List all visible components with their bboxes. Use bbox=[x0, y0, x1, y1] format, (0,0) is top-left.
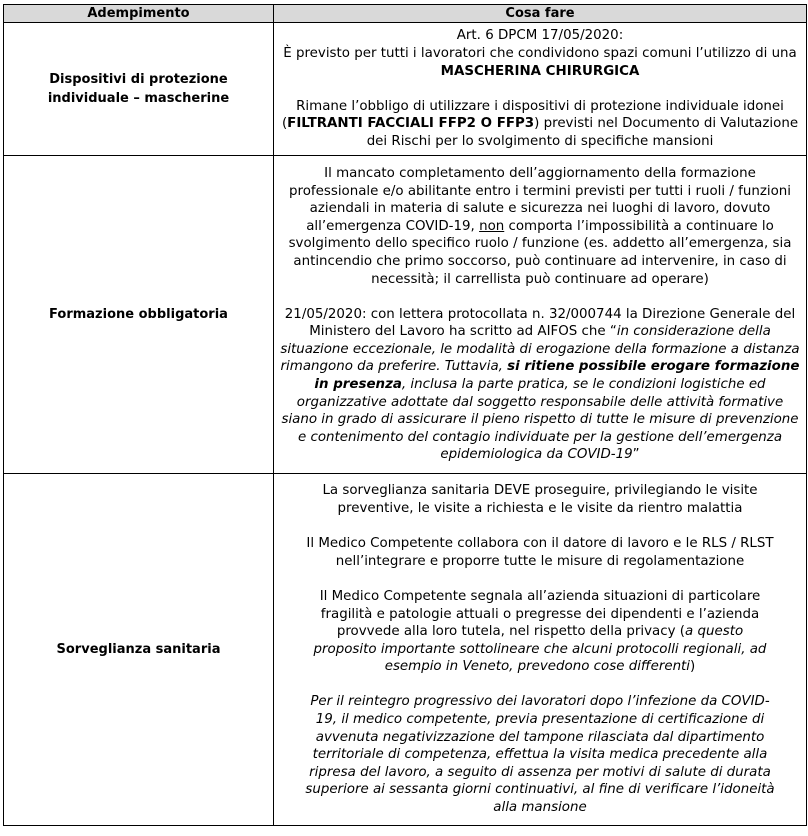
paragraph bbox=[274, 588, 806, 676]
paragraph-gap bbox=[274, 288, 806, 306]
table-row bbox=[4, 23, 807, 156]
paragraph-text: ) bbox=[690, 659, 696, 675]
paragraph-text: Il Medico Competente segnala all’azienda situazioni di particolare fragilità e patologie attuali o pregresse dei dipendenti e l’azienda provvede alla loro tutela, nel rispetto della privacy ( bbox=[319, 588, 761, 640]
bold-italic-text: si ritiene possibile erogare formazione in presenza bbox=[314, 359, 800, 393]
table-row bbox=[4, 474, 807, 826]
paragraph bbox=[274, 165, 806, 288]
row-label-text: Formazione obbligatoria bbox=[49, 307, 228, 322]
paragraph-text: 21/05/2020: con lettera protocollata n. 32/000744 la Direzione Generale del Ministero del Lavoro ha scritto ad AIFOS che “ bbox=[284, 306, 796, 340]
paragraph bbox=[274, 306, 806, 464]
row-label-sorveglianza bbox=[4, 474, 274, 826]
row-label-formazione bbox=[4, 156, 274, 474]
italic-text: , inclusa la parte pratica, se le condizioni logistiche ed organizzative adottate dal soggetto responsabile delle attività formative siano in grado di assicurare il pieno rispetto di tutte le misure di prevenzione e contenimento del contagio individuate per la gestione dell’emergenza epidemiologica da COVID-19 bbox=[281, 377, 799, 463]
paragraph-gap bbox=[274, 570, 806, 588]
header-cosa-fare: Cosa fare bbox=[274, 5, 807, 23]
paragraph-gap bbox=[274, 80, 806, 98]
paragraph bbox=[274, 27, 806, 80]
paragraph-text: ) previsti nel Documento di Valutazione dei Rischi per lo svolgimento di specifiche mansioni bbox=[366, 116, 799, 149]
row-label-text: Dispositivi di protezione individuale – mascherine bbox=[47, 72, 230, 106]
paragraph: Per il reintegro progressivo dei lavoratori dopo l’infezione da COVID-19, il medico competente, previa presentazione di certificazione di avvenuta negativizzazione del tampone rilasciata dal dipartimento territoriale di competenza, effettua la visita medica precedente alla ripresa del lavoro, a seguito di assenza per motivi di salute di durata superiore ai sessanta giorni continuativi, al fine di verificare l’idoneità alla mansione bbox=[305, 694, 775, 816]
bold-text: FILTRANTI FACCIALI FFP2 O FFP3 bbox=[287, 116, 535, 132]
row-label-text: Sorveglianza sanitaria bbox=[56, 642, 221, 657]
paragraph-text: Il mancato completamento dell’aggiornamento della formazione professionale e/o abilitante entro i termini previsti per tutti i ruoli / funzioni aziendali in materia di salute e sicurezza nei luoghi di lavoro, dovuto all’emergenza COVID-19, bbox=[289, 165, 791, 234]
paragraph-gap bbox=[274, 518, 806, 536]
paragraph-text: Rimane l’obbligo di utilizzare i dispositivi di protezione individuale idonei ( bbox=[281, 98, 784, 132]
bold-text: MASCHERINA CHIRURGICA bbox=[440, 63, 640, 79]
row-label-dpi bbox=[4, 23, 274, 156]
paragraph-text: ” bbox=[632, 447, 640, 463]
table-header-row bbox=[4, 5, 807, 23]
underlined-text: non bbox=[479, 218, 505, 234]
italic-text: a questo proposito importante sottolineare che alcuni protocolli regionali, ad esempio in Veneto, prevedono cose differenti bbox=[313, 624, 767, 675]
obligations-table bbox=[3, 4, 807, 826]
paragraph: Il Medico Competente collabora con il datore di lavoro e le RLS / RLST nell’integrare e proporre tutte le misure di regolamentazione bbox=[306, 536, 774, 569]
paragraph-gap bbox=[274, 676, 806, 694]
paragraph-line: Art. 6 DPCM 17/05/2020: bbox=[456, 28, 624, 44]
paragraph-text: È previsto per tutti i lavoratori che condividono spazi comuni l’utilizzo di una bbox=[283, 46, 797, 62]
paragraph bbox=[274, 98, 806, 151]
row-content-formazione bbox=[274, 156, 807, 474]
table-row bbox=[4, 156, 807, 474]
header-adempimento: Adempimento bbox=[4, 5, 274, 23]
italic-text: in considerazione della situazione eccezionale, le modalità di erogazione della formazione a distanza rimangono da preferire. Tuttavia, bbox=[280, 324, 800, 375]
row-content-dpi bbox=[274, 23, 807, 156]
paragraph-text: comporta l’impossibilità a continuare lo svolgimento dello specifico ruolo / funzione (es. addetto all’emergenza, sia antincendio che primo soccorso, può continuare ad intervenire, in caso di necessità; il carrellista può continuare ad operare) bbox=[288, 218, 792, 287]
paragraph: La sorveglianza sanitaria DEVE proseguire, privilegiando le visite preventive, le visite a richiesta e le visite da rientro malattia bbox=[322, 483, 758, 516]
row-content-sorveglianza bbox=[274, 474, 807, 826]
